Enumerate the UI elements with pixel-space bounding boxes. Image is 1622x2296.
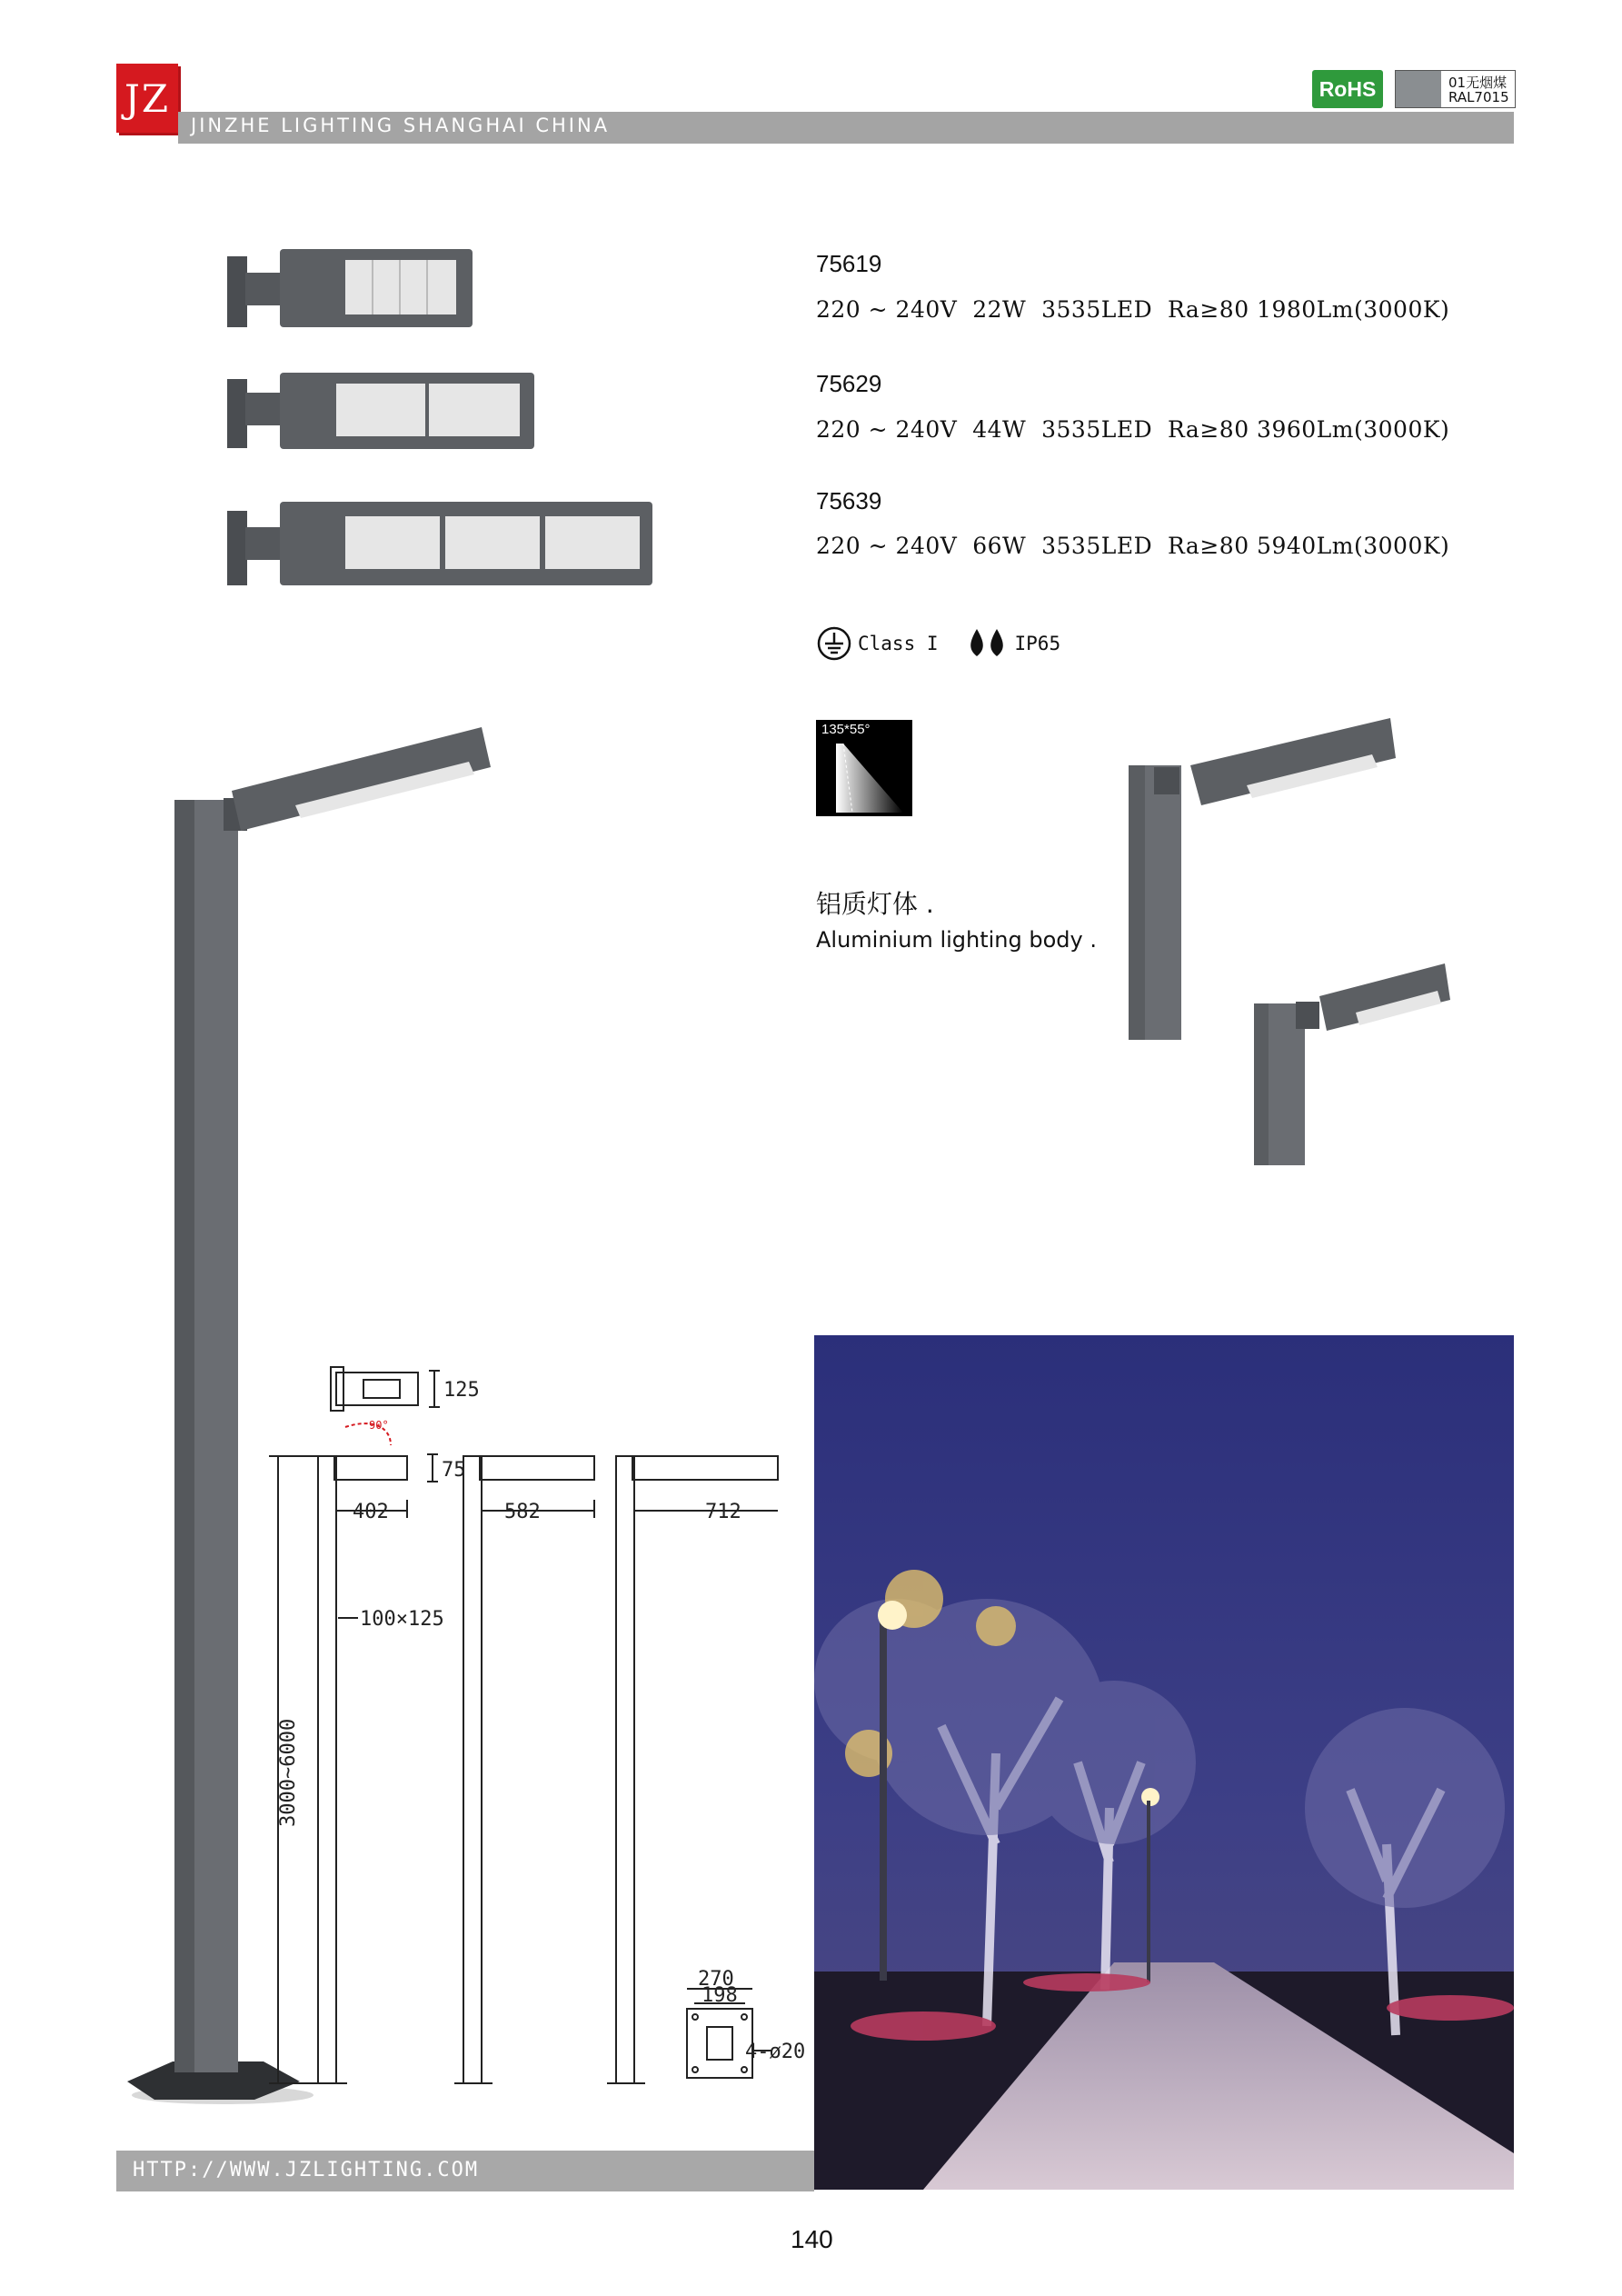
brand-name: JINZHE LIGHTING SHANGHAI CHINA	[191, 115, 611, 136]
pole-renderings	[1118, 702, 1518, 1165]
rotation-label: 90°	[369, 1419, 389, 1432]
fixture-75639-image	[227, 502, 652, 585]
fixture-images	[218, 238, 672, 602]
rohs-badge: RoHS	[1312, 70, 1383, 108]
length-small-label: 402	[353, 1501, 389, 1523]
color-swatch	[1396, 71, 1441, 107]
page-number: 140	[791, 2225, 833, 2253]
color-name: 01无烟煤	[1448, 75, 1508, 91]
pole-render-small	[1254, 963, 1450, 1165]
spec-line: 220 ~ 240V 22W 3535LED Ra≥80 1980Lm(3000K)	[816, 296, 1450, 323]
head-top-view	[336, 1373, 418, 1405]
class-label: Class I	[858, 633, 939, 654]
fixture-75619-image	[227, 249, 473, 327]
arm-height-label: 75	[442, 1459, 466, 1482]
model-number: 75629	[816, 370, 882, 397]
length-medium-label: 582	[504, 1501, 541, 1523]
beam-angle-diagram	[816, 720, 912, 816]
beam-angle-label: 135*55°	[821, 722, 871, 737]
ip-label: IP65	[1014, 633, 1061, 654]
class-i-earth-icon	[816, 625, 852, 662]
base-outer-label: 270	[698, 1968, 734, 1991]
head-height-label: 125	[443, 1379, 480, 1402]
bolt-holes-label: 4-ø20	[745, 2041, 806, 2063]
model-number: 75619	[816, 250, 882, 277]
model-number: 75639	[816, 487, 882, 514]
installation-photo	[814, 1335, 1514, 2190]
pole-section-label: 100×125	[360, 1608, 444, 1631]
ratings-row	[816, 625, 1060, 662]
material-cn: 铝质灯体 .	[816, 889, 934, 919]
base-inner-label: 198	[702, 1984, 738, 2007]
pole-height-label: 3000~6000	[277, 1718, 300, 1827]
spec-line: 220 ~ 240V 44W 3535LED Ra≥80 3960Lm(3000K)	[816, 416, 1450, 443]
ral-code: RAL7015	[1448, 89, 1509, 105]
fixture-75629-image	[227, 373, 534, 449]
website-link[interactable]: HTTP://WWW.JZLIGHTING.COM	[133, 2159, 480, 2181]
length-large-label: 712	[705, 1501, 741, 1523]
material-en: Aluminium lighting body .	[816, 927, 1097, 953]
water-drops-icon	[966, 627, 1010, 660]
spec-line: 220 ~ 240V 66W 3535LED Ra≥80 5940Lm(3000K)	[816, 533, 1450, 559]
dimension-drawing	[264, 1354, 818, 2109]
ral-color-badge	[1395, 70, 1516, 108]
company-logo: JZ	[116, 64, 178, 133]
